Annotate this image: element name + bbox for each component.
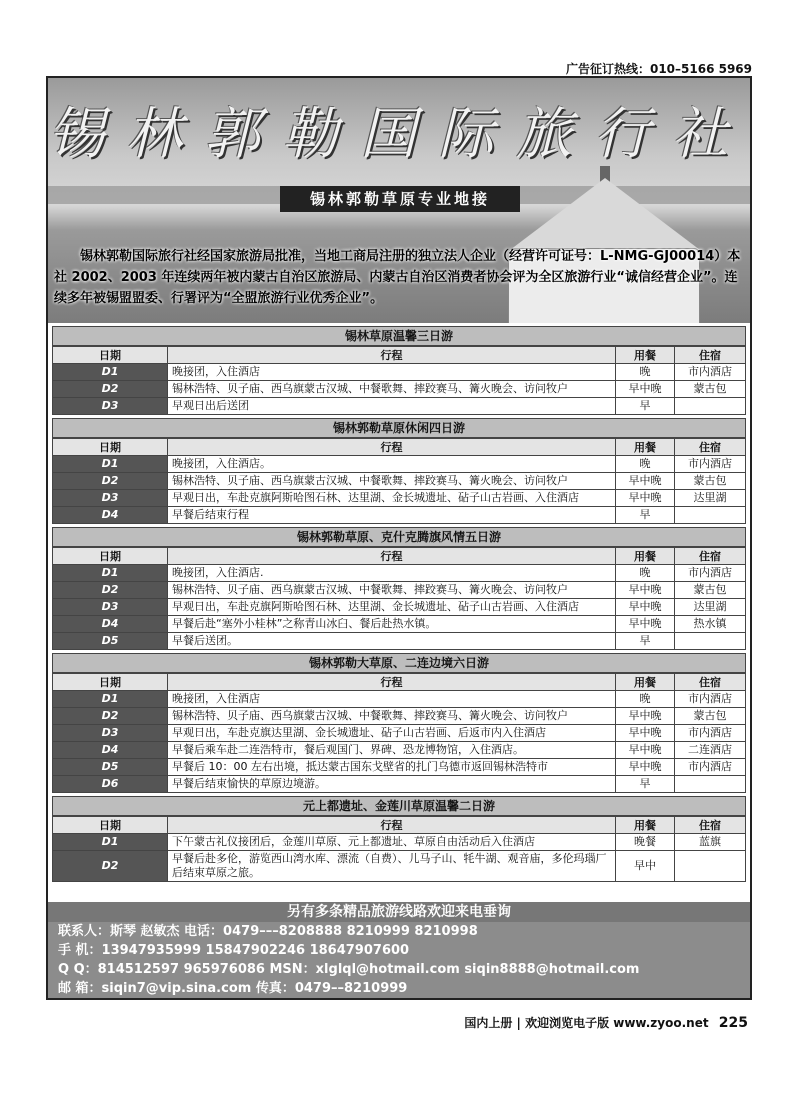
table-row [53, 725, 746, 742]
header-stay: 住宿 [675, 817, 746, 834]
table-row [53, 759, 746, 776]
table-row [53, 633, 746, 650]
table-row [53, 473, 746, 490]
day-cell: D1 [53, 456, 168, 473]
day-cell: D2 [53, 708, 168, 725]
page-number: 225 [718, 1015, 748, 1031]
stay-cell: 蒙古包 [675, 708, 746, 725]
stay-cell: 蒙古包 [675, 473, 746, 490]
table-row [53, 381, 746, 398]
itinerary-cell: 早餐后乘车赴二连浩特市，餐后观国门、界碑、恐龙博物馆，入住酒店。 [168, 742, 616, 759]
stay-cell: 二连酒店 [675, 742, 746, 759]
meal-cell: 早 [616, 776, 675, 793]
stay-cell: 热水镇 [675, 616, 746, 633]
stay-cell [675, 507, 746, 524]
stay-cell: 达里湖 [675, 490, 746, 507]
table-row [53, 742, 746, 759]
header-itinerary: 行程 [168, 347, 616, 364]
itinerary-cell: 下午蒙古礼仪接团后，金莲川草原、元上都遗址、草原自由活动后入住酒店 [168, 834, 616, 851]
itinerary-cell: 早餐后结束行程 [168, 507, 616, 524]
day-cell: D3 [53, 725, 168, 742]
day-cell: D5 [53, 633, 168, 650]
table-row [53, 364, 746, 381]
header-meal: 用餐 [616, 347, 675, 364]
itinerary-cell: 早观日出，车赴克旗阿斯哈图石林、达里湖、金长城遗址、砧子山古岩画、入住酒店 [168, 490, 616, 507]
meal-cell: 晚 [616, 691, 675, 708]
day-cell: D3 [53, 490, 168, 507]
tour-title: 锡林郭勒草原、克什克腾旗风情五日游 [52, 527, 746, 547]
agency-title: 锡林郭勒国际旅行社 [48, 102, 750, 167]
contact-box [48, 902, 750, 998]
header-meal: 用餐 [616, 548, 675, 565]
table-row [53, 507, 746, 524]
itinerary-cell: 锡林浩特、贝子庙、西乌旗蒙古汉城、中餐歌舞、摔跤赛马、篝火晚会、访问牧户 [168, 381, 616, 398]
stay-cell: 市内酒店 [675, 456, 746, 473]
meal-cell: 早 [616, 507, 675, 524]
header-itinerary: 行程 [168, 548, 616, 565]
header-itinerary: 行程 [168, 674, 616, 691]
meal-cell: 晚餐 [616, 834, 675, 851]
meal-cell: 早中晚 [616, 490, 675, 507]
header-meal: 用餐 [616, 817, 675, 834]
itinerary-cell: 锡林浩特、贝子庙、西乌旗蒙古汉城、中餐歌舞、摔跤赛马、篝火晚会、访问牧户 [168, 473, 616, 490]
itinerary-cell: 锡林浩特、贝子庙、西乌旗蒙古汉城、中餐歌舞、摔跤赛马、篝火晚会、访问牧户 [168, 708, 616, 725]
day-cell: D3 [53, 398, 168, 415]
day-cell: D2 [53, 473, 168, 490]
meal-cell: 早中晚 [616, 599, 675, 616]
meal-cell: 早中晚 [616, 708, 675, 725]
header-day: 日期 [53, 548, 168, 565]
tour-title: 元上都遗址、金莲川草原温馨二日游 [52, 796, 746, 816]
table-row [53, 565, 746, 582]
meal-cell: 早中晚 [616, 582, 675, 599]
header-day: 日期 [53, 439, 168, 456]
itinerary-cell: 早餐后赴“塞外小桂林”之称青山冰臼、餐后赴热水镇。 [168, 616, 616, 633]
stay-cell: 市内酒店 [675, 565, 746, 582]
page-footer [464, 1014, 748, 1031]
table-row [53, 599, 746, 616]
itinerary-cell: 锡林浩特、贝子庙、西乌旗蒙古汉城、中餐歌舞、摔跤赛马、篝火晚会、访问牧户 [168, 582, 616, 599]
meal-cell: 早中晚 [616, 759, 675, 776]
day-cell: D1 [53, 691, 168, 708]
table-row [53, 851, 746, 882]
meal-cell: 早中晚 [616, 742, 675, 759]
itinerary-cell: 早观日出，车赴克旗达里湖、金长城遗址、砧子山古岩画、后返市内入住酒店 [168, 725, 616, 742]
table-row [53, 490, 746, 507]
meal-cell: 晚 [616, 456, 675, 473]
itinerary-table [52, 816, 746, 882]
itinerary-cell: 早餐后赴多伦，游览西山湾水库、漂流（自费）、儿马子山、牦牛湖、观音庙，多伦玛瑙厂后结束草原之旅。 [168, 851, 616, 882]
header-itinerary: 行程 [168, 439, 616, 456]
header-day: 日期 [53, 674, 168, 691]
stay-cell: 蓝旗 [675, 834, 746, 851]
itinerary-cell: 早餐后结束愉快的草原边境游。 [168, 776, 616, 793]
table-row [53, 776, 746, 793]
meal-cell: 早中 [616, 851, 675, 882]
itinerary-table [52, 673, 746, 793]
meal-cell: 晚 [616, 565, 675, 582]
stay-cell [675, 398, 746, 415]
stay-cell: 达里湖 [675, 599, 746, 616]
itinerary-cell: 早餐后送团。 [168, 633, 616, 650]
header-meal: 用餐 [616, 439, 675, 456]
day-cell: D4 [53, 507, 168, 524]
table-row [53, 691, 746, 708]
table-row [53, 456, 746, 473]
itinerary-cell: 晚接团，入住酒店 [168, 691, 616, 708]
stay-cell: 蒙古包 [675, 381, 746, 398]
stay-cell [675, 776, 746, 793]
day-cell: D4 [53, 742, 168, 759]
itinerary-cell: 晚接团，入住酒店。 [168, 456, 616, 473]
subtitle: 锡林郭勒草原专业地接 [280, 186, 520, 212]
stay-cell: 蒙古包 [675, 582, 746, 599]
stay-cell: 市内酒店 [675, 759, 746, 776]
header-itinerary: 行程 [168, 817, 616, 834]
itinerary-cell: 早观日出，车赴克旗阿斯哈图石林、达里湖、金长城遗址、砧子山古岩画、入住酒店 [168, 599, 616, 616]
day-cell: D2 [53, 851, 168, 882]
stay-cell: 市内酒店 [675, 725, 746, 742]
meal-cell: 晚 [616, 364, 675, 381]
day-cell: D2 [53, 381, 168, 398]
banner [48, 78, 750, 323]
header-day: 日期 [53, 347, 168, 364]
stay-cell [675, 851, 746, 882]
itinerary-cell: 早餐后 10：00 左右出境，抵达蒙古国东戈壁省的扎门乌德市返回锡林浩特市 [168, 759, 616, 776]
header-stay: 住宿 [675, 674, 746, 691]
day-cell: D3 [53, 599, 168, 616]
day-cell: D1 [53, 834, 168, 851]
itinerary-cell: 晚接团，入住酒店 [168, 364, 616, 381]
header-stay: 住宿 [675, 439, 746, 456]
header-meal: 用餐 [616, 674, 675, 691]
meal-cell: 早 [616, 633, 675, 650]
itinerary-table [52, 346, 746, 415]
yurt-roof [510, 178, 700, 250]
contact-email-fax: 邮 箱：siqin7@vip.sina.com 传真：0479––8210999 [58, 981, 408, 996]
ad-frame [46, 76, 752, 1000]
day-cell: D4 [53, 616, 168, 633]
stay-cell: 市内酒店 [675, 364, 746, 381]
meal-cell: 早中晚 [616, 616, 675, 633]
contact-qq-msn: Q Q：814512597 965976086 MSN：xlglql@hotmail.com siqin8888@hotmail.com [58, 962, 640, 977]
day-cell: D6 [53, 776, 168, 793]
day-cell: D1 [53, 565, 168, 582]
stay-cell [675, 633, 746, 650]
table-row [53, 834, 746, 851]
stay-cell: 市内酒店 [675, 691, 746, 708]
table-row [53, 398, 746, 415]
header-stay: 住宿 [675, 347, 746, 364]
agency-intro: 锡林郭勒国际旅行社经国家旅游局批准，当地工商局注册的独立法人企业（经营许可证号：L-NMG-GJ00014）本社 2002、2003 年连续两年被内蒙古自治区旅游局、内蒙古自治区消费者协会评为全区旅游行业“诚信经营企业”。连续多年被锡盟盟委、行署评为“全盟旅游行业优秀企业”。 [54, 249, 741, 306]
itinerary-cell: 早观日出后送团 [168, 398, 616, 415]
day-cell: D5 [53, 759, 168, 776]
itinerary-cell: 晚接团，入住酒店. [168, 565, 616, 582]
table-row [53, 708, 746, 725]
itinerary-table [52, 438, 746, 524]
tour-list [52, 326, 746, 885]
meal-cell: 早中晚 [616, 473, 675, 490]
header-day: 日期 [53, 817, 168, 834]
contact-headline: 另有多条精品旅游线路欢迎来电垂询 [48, 902, 750, 922]
table-row [53, 582, 746, 599]
tour-title: 锡林郭勒大草原、二连边境六日游 [52, 653, 746, 673]
day-cell: D2 [53, 582, 168, 599]
itinerary-table [52, 547, 746, 650]
tour-title: 锡林草原温馨三日游 [52, 326, 746, 346]
contact-mobile: 手 机：13947935999 15847902246 18647907600 [58, 943, 410, 958]
footer-section: 国内上册 | 欢迎浏览电子版 www.zyoo.net [464, 1016, 709, 1030]
ad-hotline: 广告征订热线：010–5166 5969 [565, 62, 752, 76]
table-row [53, 616, 746, 633]
meal-cell: 早 [616, 398, 675, 415]
contact-persons-phone: 联系人：斯琴 赵敏杰 电话：0479–––8208888 8210999 8210998 [58, 924, 478, 939]
day-cell: D1 [53, 364, 168, 381]
meal-cell: 早中晚 [616, 725, 675, 742]
meal-cell: 早中晚 [616, 381, 675, 398]
header-stay: 住宿 [675, 548, 746, 565]
tour-title: 锡林郭勒草原休闲四日游 [52, 418, 746, 438]
